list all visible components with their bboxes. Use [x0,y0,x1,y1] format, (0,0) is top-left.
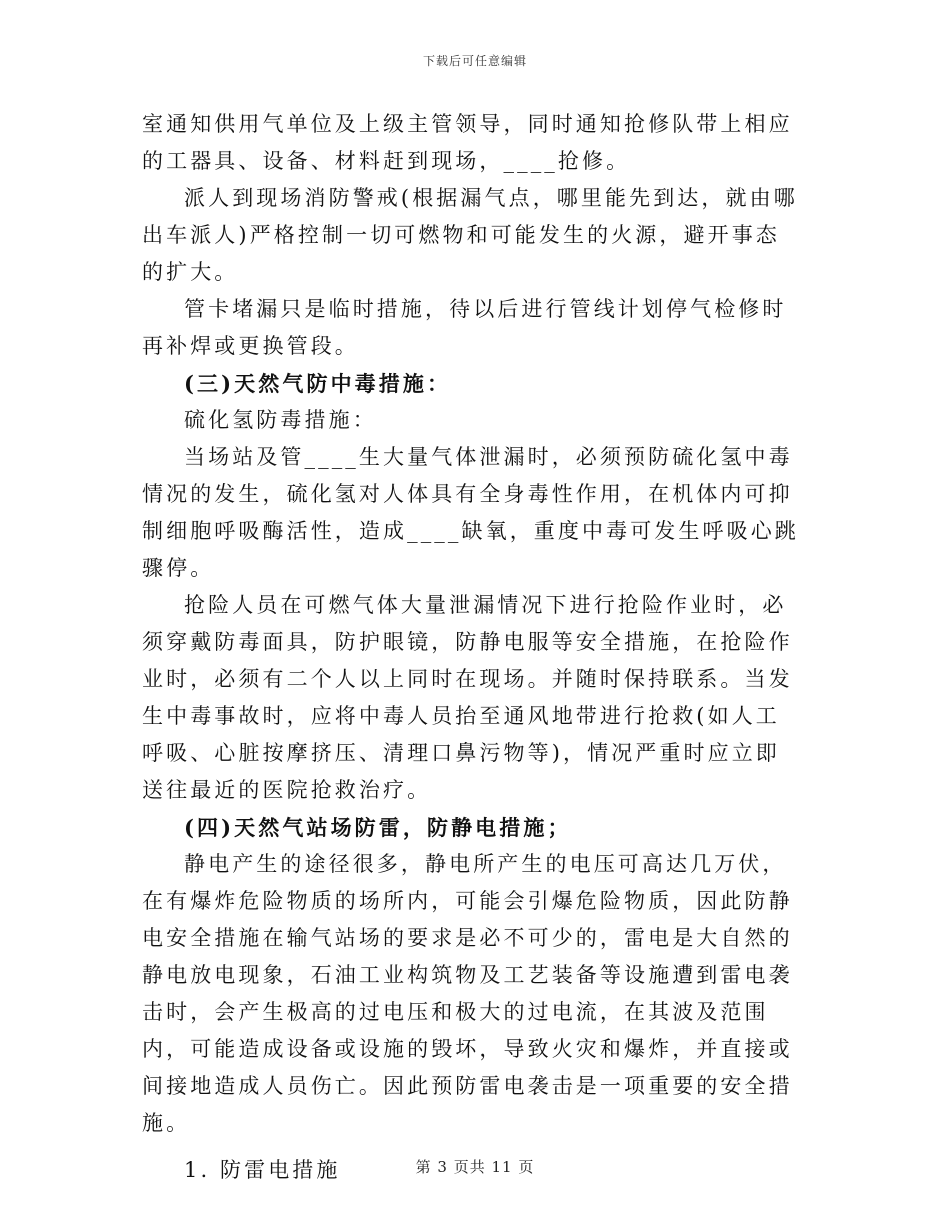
paragraph-continuation: 室通知供用气单位及上级主管领导，同时通知抢修队带上相应的工器具、设备、材料赶到现场，____抢修。 [142,112,793,173]
paragraph-temporary-measure: 管卡堵漏只是临时措施，待以后进行管线计划停气检修时再补焊或更换管段。 [142,297,787,358]
paragraph-static-electricity: 静电产生的途径很多，静电所产生的电压可高达几万伏，在有爆炸危险物质的场所内，可能会引爆危险物质，因此防静电安全措施在输气站场的要求是必不可少的，雷电是大自然的静电放电现象，石油工业构筑物及工艺装备等设施遭到雷电袭击时，会产生极高的过电压和极大的过电流，在其波及范围内，可能造成设备或设施的毁坏，导致火灾和爆炸，并直接或间接地造成人员伤亡。因此预防雷电袭击是一项重要的安全措施。 [142,852,793,1135]
paragraph-dispatch-guard: 派人到现场消防警戒(根据漏气点，哪里能先到达，就由哪出车派人)严格控制一切可燃物和可能发生的火源，避开事态的扩大。 [142,186,798,284]
page-number: 第 3 页共 11 页 [415,1158,535,1176]
subheading-h2s: 硫化氢防毒措施： [184,408,377,432]
paragraph-rescue-personnel: 抢险人员在可燃气体大量泄漏情况下进行抢险作业时，必须穿戴防毒面具，防护眼镜，防静电服等安全措施，在抢险作业时，必须有二个人以上同时在现场。并随时保持联系。当发生中毒事故时，应将中毒人员抬至通风地带进行抢救(如人工呼吸、心脏按摩挤压、清理口鼻污物等)，情况严重时应立即送往最近的医院抢救治疗。 [142,593,793,802]
section-heading-lightning-static: (四)天然气站场防雷，防静电措施； [184,815,572,840]
document-body [142,106,802,1189]
subheading-lightning-measures: 1. 防雷电措施 [184,1158,341,1182]
page-header: 下载后可任意编辑 [422,54,527,68]
paragraph-h2s-leak: 当场站及管____生大量气体泄漏时，必须预防硫化氢中毒情况的发生，硫化氢对人体具有全身毒性作用，在机体内可抑制细胞呼吸酶活性，造成____缺氧，重度中毒可发生呼吸心跳骤停。 [142,445,799,580]
section-heading-anti-poison: (三)天然气防中毒措施： [184,371,452,396]
